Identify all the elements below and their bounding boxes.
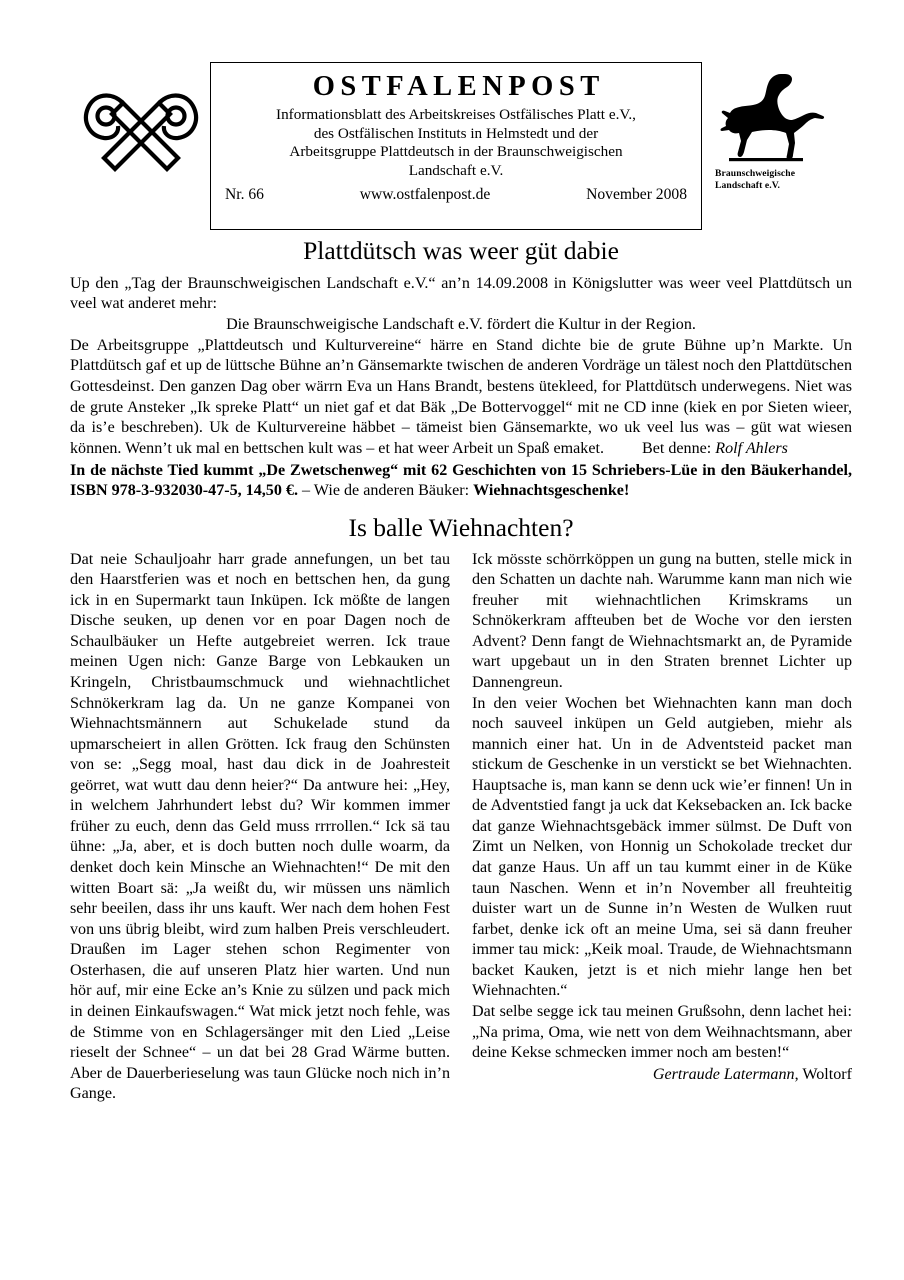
issue-number: Nr. 66 (225, 185, 264, 203)
logo-caption-line-1: Braunschweigische (715, 168, 796, 179)
logo-caption (709, 168, 835, 193)
article-2-right-paragraph-3: Dat selbe segge ick tau meinen Grußsohn, denn lachet hei: „Na prima, Oma, wie nett von dem Weihnachtsmann, aber deine Kekse schmecken immer noch am besten!“ (472, 1002, 852, 1062)
paper-title: OSTFALENPOST (312, 71, 605, 102)
article-1-body-text: De Arbeitsgruppe „Plattdeutsch und Kulturvereine“ härre en Stand dichte bie de grute Bühne up’n Markte. Un Plattdütsch gaf et up de lüttsche Bühne an’n Gänsemarkte twischen de anderen Vordräge un tälest noch den Plattdütschen Gottesdeinst. Den ganzen Dag ober wärrn Eva un Hans Brandt, bestens ütekleed, for Plattdütsch underwegens. Niet was de grute Ansteker „Ik spreke Platt“ un niet gaf et dat Bäk „De Bottervoggel“ mit ne CD inne (kiek en por Sieten wieer, da is’e beschreben). Uk de Kulturvereine häbbet – tämeist bien Gänsemarkte, wo uk veel lus was – güt wat wiesen können. Wenn’t uk mal en bettschen kult was – et hat weer Arbeit un Spaß emaket. (70, 336, 852, 457)
article-2-right-paragraph-2: In den veier Wochen bet Wiehnachten kann man doch noch sauveel inküpen un Geld autgieben, miehr als mannich einer hat. Un in de Adventsteid packet man stickum de Geschenke in un verstickt se bet Wiehnachten. Hauptsache is, man kann se denn uck wie’er finnen! Un in de Adventstied fangt ja uck dat Keksebacken an. Ick backe dat ganze Wiehnachtsgebäck immer sülmst. De Duft von Zimt un Nelken, von Honnig un Schokolade trecket dur dat ganze Haus. Un aff un tau kummt einer in de Küke taun Naschen. Wenn et in’n November all freuhteitig duister wart un de Sunne in’n Westen de Wulken ruut farbet, denke ick oft an meine Uma, sei sä dann freuher immer tau mick: „Keik moal. Traude, de Wiehnachtsmann backet Kauken, jetzt is et nich miehr lange hen bet Wiehnachten.“ (472, 694, 852, 1000)
article-2-title: Is balle Wiehnachten? (348, 512, 574, 542)
content-area (70, 236, 852, 1105)
masthead-box (210, 62, 702, 230)
article-1-signature-name: Rolf Ahlers (715, 439, 788, 457)
masthead-subtitle-line-3: Arbeitsgruppe Plattdeutsch in der Braunschweigischen (289, 143, 623, 161)
website-url[interactable]: www.ostfalenpost.de (359, 185, 491, 203)
article-2-left-column (70, 550, 450, 1105)
article-1-highlight-line: Die Braunschweigische Landschaft e.V. fördert die Kultur in der Region. (226, 315, 696, 333)
article-2-right-column (472, 550, 852, 1105)
article-1-signature-prefix: Bet denne: (642, 439, 716, 457)
announcement-regular: – Wie de anderen Bäuker: (298, 482, 474, 500)
rearing-horse-icon (719, 70, 825, 167)
article-2-right-paragraph-1: Ick mösste schörrköppen un gung na butten, stelle mick in den Schatten un dachte nah. Warumme kann man nich wie freuher mit wiehnachtlichen Krimskrams un Schnökerkram affteuben bet de Woche vor den iersten Advent? Denn fangt de Wiehnachtsmarkt an, de Pyramide wart upgebaut un in den Straten brennet Lichter up Dannengreun. (472, 550, 852, 691)
masthead-subtitle-line-4: Landschaft e.V. (408, 162, 504, 180)
issue-date: November 2008 (586, 185, 687, 203)
article-1-body (70, 336, 852, 460)
byline-place: , Woltorf (794, 1065, 852, 1083)
masthead-subtitle-line-1: Informationsblatt des Arbeitskreises Ostfälisches Platt e.V., (276, 105, 636, 123)
article-2-left-paragraph-1: Dat neie Schauljoahr harr grade annefungen, un bet tau den Haarstferien was et noch en bettschen hen, da gung ick in en Supermarkt taun Inküpen. Ick mößte de langen Dische seuken, up denen vor en poar Dagen noch de Schaulbäuker un Hefte autgebreiet werren. Ick traue meinen Ugen nich: Ganze Barge von Lebkauken un Kringeln, Christbaumschmuck und wiehnachtlichet Schnökerkram lag da. Un ne ganze Kompanei von Wiehnachtsmännern aut Schukelade stund da upmarscheiert in allen Grötten. Ick fraug den Schünsten von se: „Segg moal, hast dau dick in de Joahresteit geörret, wat wutt dau denn heier?“ Da antwure hei: „Hey, in welchem Jahrhundert lebst du? Wir kommen immer früher zu euch, denn das Geld muss rrrrollen.“ Ick sä tau ühne: „Ja, aber, et is doch butten noch dulle woarm, da denket doch kein Minsche an Wiehnachten!“ De mit den witten Boart sä: „Ja weißt du, wir müssen uns nämlich sehr beeilen, dass ihr uns kauft. Wer nach dem hohen Fest von uns übrig bleibt, wird zum halben Preis verschleudert. Draußen im Lager stehen schon Regimenter von Osterhasen, die auf unseren Platz hier warten. Und nun hör auf, mir eine Ecke an’s Knie zu sülzen und pack mich in deinen Einkaufswagen.“ Wat mick jetzt noch fehle, was de Stimme von en Schlagersänger mit den Lied „Leise rieselt der Schnee“ – un dat bei 28 Grad Wärme butten. Aber de Dauerberieselung was taun Glücke noch nich in’n Gange. (70, 550, 450, 1103)
byline-author-name: Gertraude Latermann (652, 1065, 795, 1083)
crossed-croziers-icon (72, 62, 210, 222)
announcement-bold-2: Wiehnachtsgeschenke! (473, 482, 630, 500)
article-2-byline (472, 1065, 852, 1086)
masthead-meta (219, 186, 693, 204)
article-2-columns (70, 550, 852, 1105)
article-1-announcement (70, 461, 852, 502)
announcement-bold-1: In de nächste Tied kummt „De Zwetschenweg“ mit 62 Geschichten von 15 Schriebers-Lüe in den Bäukerhandel, ISBN 978-3-932030-47-5, 14,50 €. (70, 461, 852, 500)
article-1-lead: Up den „Tag der Braunschweigischen Landschaft e.V.“ an’n 14.09.2008 in Königslutter was weer veel Plattdütsch un veel wat anderet mehr: (70, 274, 852, 313)
article-1-title: Plattdütsch was weer güt dabie (303, 236, 619, 265)
masthead-subtitle-line-2: des Ostfälischen Instituts in Helmstedt und der (313, 124, 599, 142)
braunschweigische-landschaft-logo (709, 62, 835, 212)
logo-caption-line-2: Landschaft e.V. (715, 180, 781, 192)
masthead (72, 62, 852, 230)
